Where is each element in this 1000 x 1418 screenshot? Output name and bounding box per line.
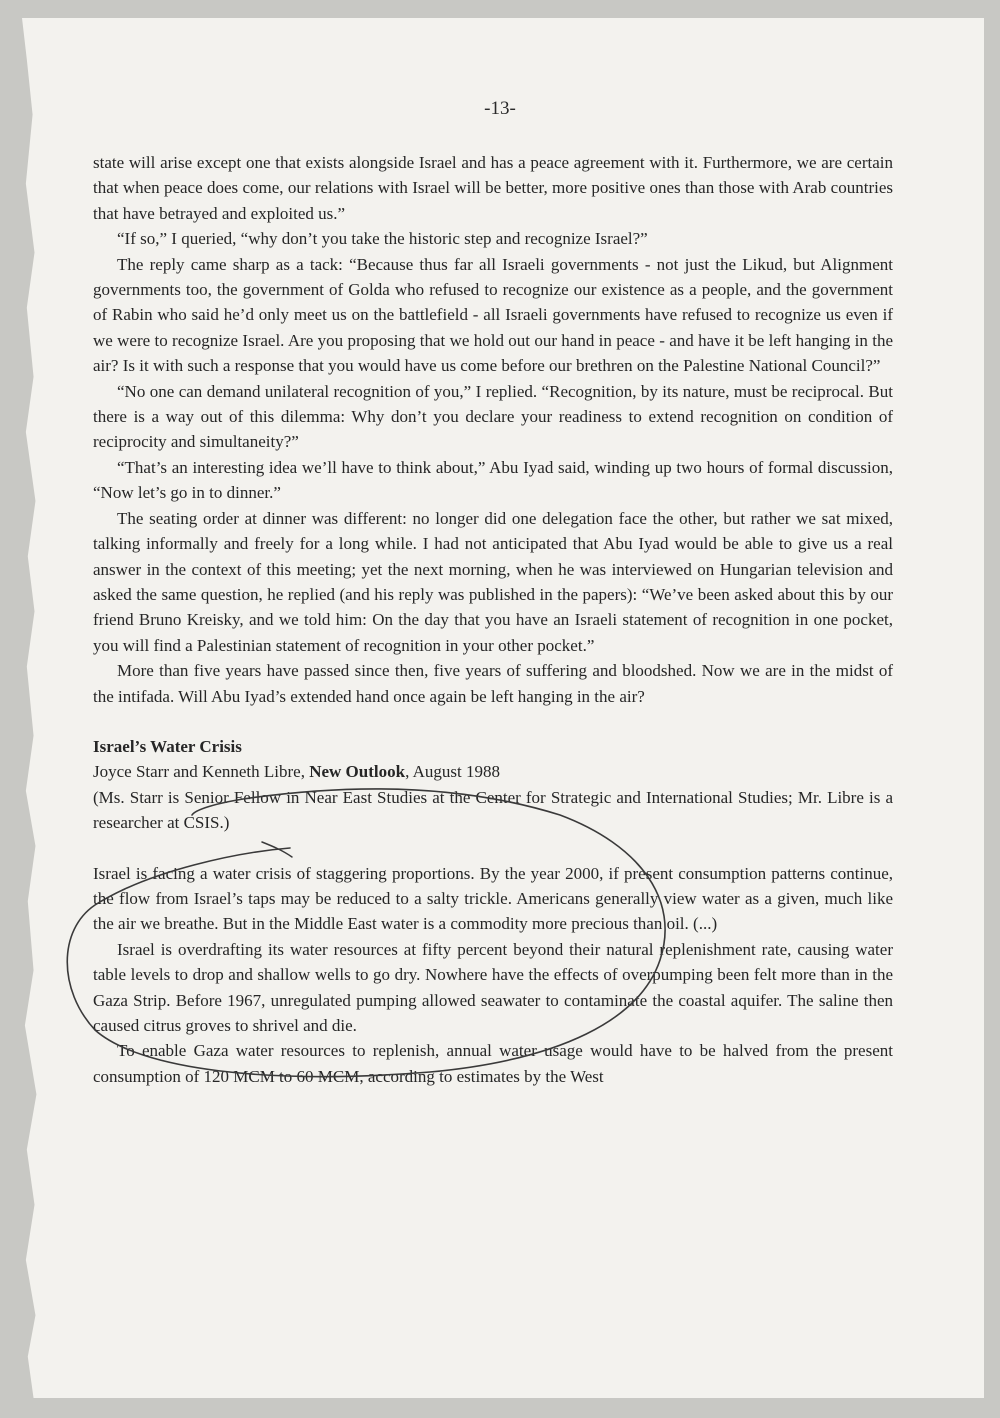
article-paragraph-1: Israel is facing a water crisis of staggering proportions. By the year 2000, if present consumption patterns continue, the flow from Israel’s taps may be reduced to a salty trickle. Americans generally view water as a given, much like the air we breathe. But in the Middle East water is a commodity more precious than oil. (...) — [93, 863, 893, 934]
paragraph-1: state will arise except one that exists alongside Israel and has a peace agreement with it. Furthermore, we are certain that when peace does come, our relations with Israel will be better, more positive ones than those with Arab countries that have betrayed and exploited us.” — [93, 153, 893, 223]
byline-authors: Joyce Starr and Kenneth Libre, — [93, 762, 310, 782]
paragraph-4: “No one can demand unilateral recognition of you,” I replied. “Recognition, by its nature, must be reciprocal. But there is a way out of this dilemma: Why don’t you declare your readiness to extend recognition on condition of reciprocity and simultaneity?” — [93, 381, 893, 452]
body-text — [93, 150, 893, 1089]
article-heading: Israel’s Water Crisis — [93, 736, 242, 756]
paragraph-2: “If so,” I queried, “why don’t you take the historic step and recognize Israel?” — [117, 229, 648, 249]
byline-date: , August 1988 — [405, 762, 501, 782]
author-note: (Ms. Starr is Senior Fellow in Near East Studies at the Center for Strategic and International Studies; Mr. Libre is a researcher at CSIS.) — [93, 787, 893, 833]
paragraph-3: The reply came sharp as a tack: “Because thus far all Israeli governments - not just the Likud, but Alignment governments too, the government of Golda who refused to recognize our existence as a people, and the government of Rabin who said he’d only meet us on the battlefield - all Israeli governments have refused to recognize us even if we were to recognize Israel. Are you proposing that we hold out our hand in peace - and have it be left hanging in the air? Is it with such a response that you would have us come before our brethren on the Palestine National Council?” — [93, 254, 893, 376]
article-paragraph-2: Israel is overdrafting its water resources at fifty percent beyond their natural replenishment rate, causing water table levels to drop and shallow wells to go dry. Nowhere have the effects of overpumping been felt more than in the Gaza Strip. Before 1967, unregulated pumping allowed seawater to contaminate the coastal aquifer. The saline then caused citrus groves to shrivel and die. — [93, 939, 893, 1035]
paragraph-7: More than five years have passed since then, five years of suffering and bloodshed. Now we are in the midst of the intifada. Will Abu Iyad’s extended hand once again be left hanging in the air? — [93, 661, 893, 706]
article-paragraph-3: To enable Gaza water resources to replenish, annual water usage would have to be halved from the present consumption of 120 MCM to 60 MCM, according to estimates by the West — [93, 1041, 893, 1086]
byline-publication: New Outlook — [309, 762, 406, 782]
page-number: -13- — [484, 98, 516, 119]
paragraph-6: The seating order at dinner was different: no longer did one delegation face the other, but rather we sat mixed, talking informally and freely for a long while. I had not anticipated that Abu Iyad would be able to give us a real answer in the context of this meeting; yet the next morning, when he was interviewed on Hungarian television and asked the same question, he replied (and his reply was published in the papers): “We’ve been asked about this by our friend Bruno Kreisky, and we told him: On the day that you have an Israeli statement of recognition in one pocket, you will find a Palestinian statement of recognition in your other pocket.” — [93, 508, 893, 655]
paragraph-5: “That’s an interesting idea we’ll have to think about,” Abu Iyad said, winding up two hours of formal discussion, “Now let’s go in to dinner.” — [93, 457, 893, 503]
article-byline — [93, 759, 893, 784]
